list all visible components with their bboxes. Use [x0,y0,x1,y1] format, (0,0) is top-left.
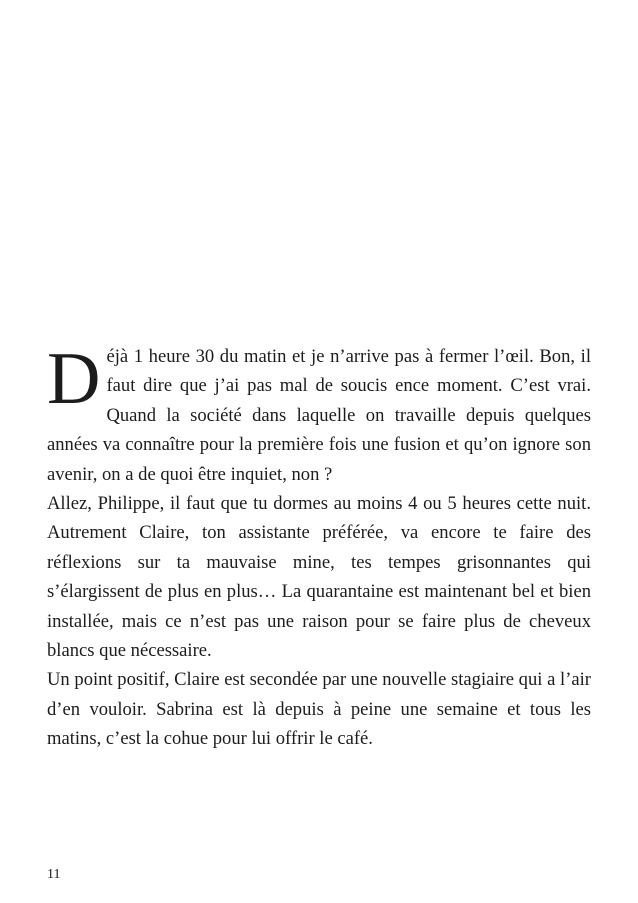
paragraph-1 [47,338,591,489]
paragraph-1-text: éjà 1 heure 30 du matin et je n’arrive pas à fermer l’œil. Bon, il faut dire que j’ai pas mal de soucis ence moment. C’est vrai. Quand la société dans laquelle on travaille depuis quelques années va connaître pour la première fois une fusion et qu’on ignore son avenir, on a de quoi être inquiet, non ? [47,346,591,485]
chapter-text [47,338,591,754]
page-number: 11 [47,867,61,882]
drop-cap: D [47,338,101,420]
paragraph-3: Un point positif, Claire est secondée par une nouvelle stagiaire qui a l’air d’en vouloir. Sabrina est là depuis à peine une semaine et tous les matins, c’est la cohue pour lui offrir le café. [47,669,591,750]
paragraph-2: Allez, Philippe, il faut que tu dormes au moins 4 ou 5 heures cette nuit. Autrement Claire, ton assistante préférée, va encore te faire des réflexions sur ta mauvaise mine, tes tempes grisonnantes qui s’élargissent de plus en plus… La quarantaine est maintenant bel et bien installée, mais ce n’est pas une raison pour se faire plus de cheveux blancs que nécessaire. [47,493,591,662]
